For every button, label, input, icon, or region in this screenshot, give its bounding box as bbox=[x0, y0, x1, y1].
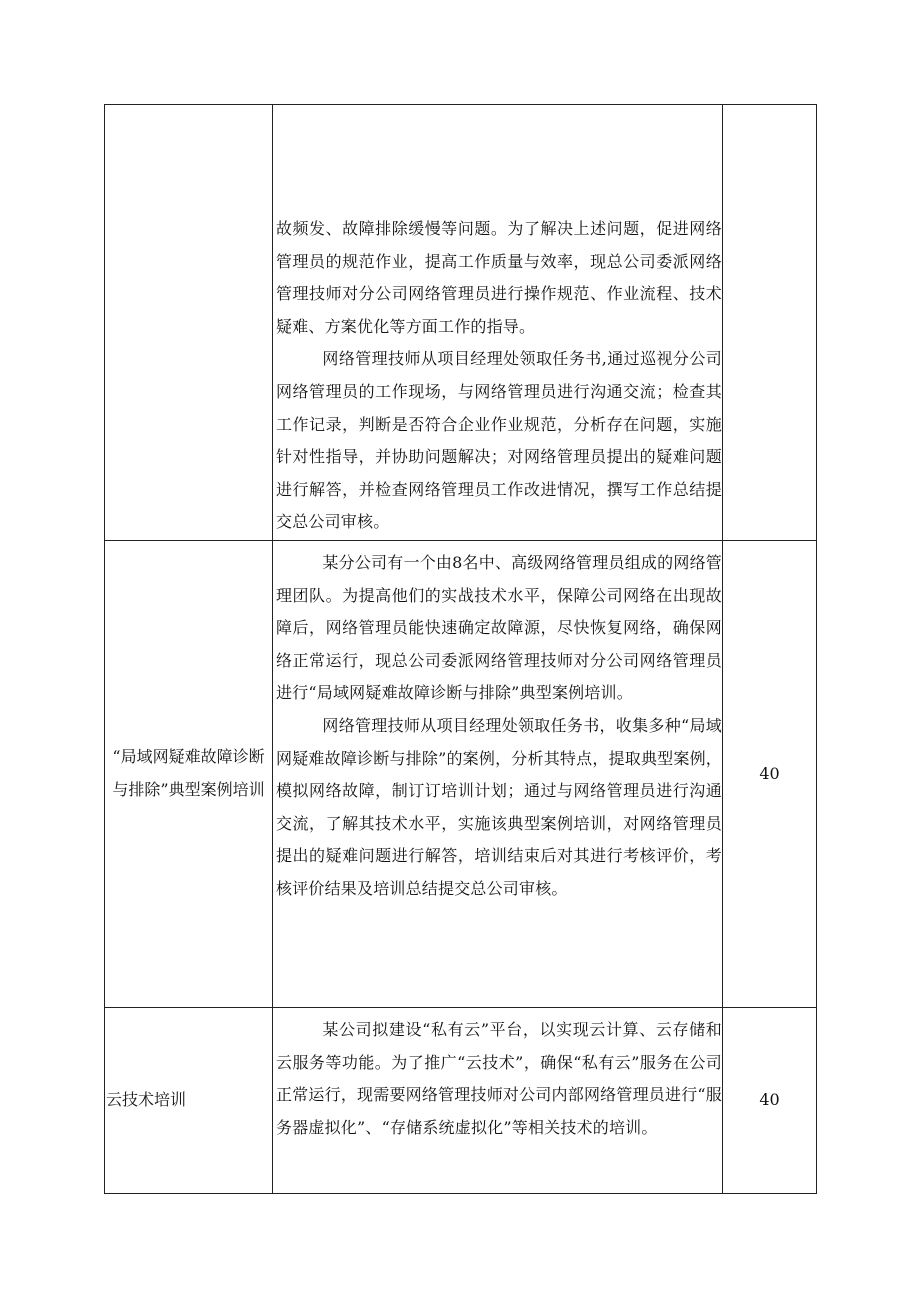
task-description-cell bbox=[273, 1008, 723, 1194]
description-paragraph: 某分公司有一个由8名中、高级网络管理员组成的网络管理团队。为提高他们的实战技术水平，保障公司网络在出现故障后，网络管理员能快速确定故障源，尽快恢复网络，确保网络正常运行，现总公司委派网络管理技师对分公司网络管理员进行“局域网疑难故障诊断与排除”典型案例培训。 bbox=[276, 553, 722, 703]
table-row bbox=[105, 541, 817, 1008]
table-row bbox=[105, 105, 817, 541]
hours-cell: 40 bbox=[723, 541, 817, 1008]
description-paragraph: 网络管理技师从项目经理处领取任务书,通过巡视分公司网络管理员的工作现场，与网络管理员进行沟通交流；检查其工作记录，判断是否符合企业作业规范，分析存在问题，实施针对性指导，并协助问题解决；对网络管理员提出的疑难问题进行解答，并检查网络管理员工作改进情况，撰写工作总结提交总公司审核。 bbox=[276, 349, 722, 532]
hours-cell bbox=[723, 105, 817, 541]
task-name-cell bbox=[105, 105, 273, 541]
table-row bbox=[105, 1008, 817, 1194]
training-table bbox=[104, 104, 817, 1194]
task-name-cell: 云技术培训 bbox=[105, 1008, 273, 1194]
hours-cell: 40 bbox=[723, 1008, 817, 1194]
description-paragraph: 某公司拟建设“私有云”平台，以实现云计算、云存储和云服务等功能。为了推广“云技术”，确保“私有云”服务在公司正常运行，现需要网络管理技师对公司内部网络管理员进行“服务器虚拟化”、“存储系统虚拟化”等相关技术的培训。 bbox=[276, 1020, 722, 1137]
task-name-cell: “局域网疑难故障诊断与排除”典型案例培训 bbox=[105, 541, 273, 1008]
description-paragraph: 网络管理技师从项目经理处领取任务书，收集多种“局域网疑难故障诊断与排除”的案例，分析其特点，提取典型案例，模拟网络故障，制订订培训计划；通过与网络管理员进行沟通交流，了解其技术水平，实施该典型案例培训，对网络管理员提出的疑难问题进行解答，培训结束后对其进行考核评价，考核评价结果及培训总结提交总公司审核。 bbox=[276, 715, 722, 898]
task-description-cell bbox=[273, 105, 723, 541]
description-paragraph: 故频发、故障排除缓慢等问题。为了解决上述问题，促进网络管理员的规范作业，提高工作质量与效率，现总公司委派网络管理技师对分公司网络管理员进行操作规范、作业流程、技术疑难、方案优化等方面工作的指导。 bbox=[276, 219, 722, 336]
task-description-cell bbox=[273, 541, 723, 1008]
